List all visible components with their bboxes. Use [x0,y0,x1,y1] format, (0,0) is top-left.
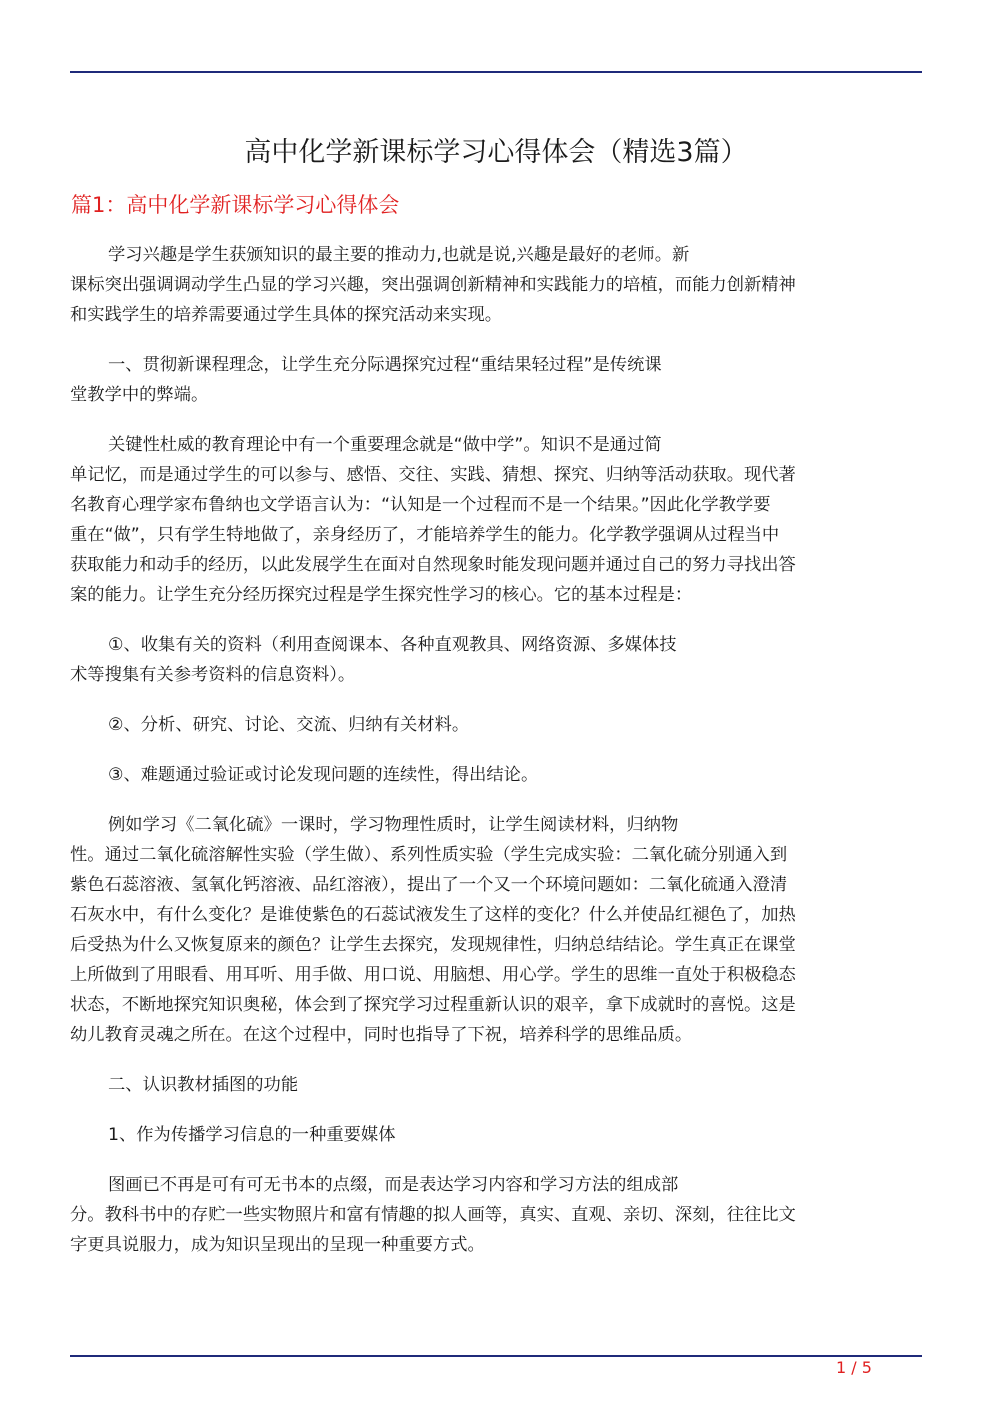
footer-rule [70,1355,922,1357]
paragraph-line: 学习兴趣是学生获颁知识的最主要的推动力,也就是说,兴趣是最好的老师。新 [108,245,690,265]
paragraph-line: 例如学习《二氧化硫》一课时，学习物理性质时，让学生阅读材料，归纳物 [108,815,679,835]
paragraph-line: 状态，不断地探究知识奥秘，体会到了探究学习过程重新认识的艰辛，拿下成就时的喜悦。这是 [70,995,796,1015]
page-indicator: 1 / 5 [836,1358,872,1377]
paragraph-line: 分。教科书中的存贮一些实物照片和富有情趣的拟人画等，真实、直观、亲切、深刻，往往比文 [70,1205,796,1225]
paragraph-line: 二、认识教材插图的功能 [108,1075,299,1095]
paragraph [70,1120,922,1150]
paragraph [70,630,922,690]
section-heading: 篇1：高中化学新课标学习心得体会 [71,193,400,217]
paragraph-line: ③、难题通过验证或讨论发现问题的连续性，得出结论。 [108,765,539,785]
paragraph [70,350,922,410]
paragraph-line: 获取能力和动手的经历，以此发展学生在面对自然现象时能发现问题并通过自己的努力寻找出答 [70,555,796,575]
paragraph-line: 单记忆，而是通过学生的可以参与、感悟、交往、实践、猜想、探究、归纳等活动获取。现代著 [70,465,796,485]
paragraph-line: 上所做到了用眼看、用耳听、用手做、用口说、用脑想、用心学。学生的思维一直处于积极稳态 [70,965,796,985]
paragraph-line: 一、贯彻新课程理念，让学生充分际遇探究过程“重结果轻过程”是传统课 [108,355,662,375]
paragraph-line: 石灰水中，有什么变化？是谁使紫色的石蕊试液发生了这样的变化？什么并使品红褪色了，加热 [70,905,796,925]
paragraph-line: 字更具说服力，成为知识呈现出的呈现一种重要方式。 [70,1235,485,1255]
paragraph-line: 和实践学生的培养需要通过学生具体的探究活动来实现。 [70,305,503,325]
paragraph-line: 重在“做”，只有学生特地做了，亲身经历了，才能培养学生的能力。化学教学强调从过程当中 [70,525,780,545]
document-title: 高中化学新课标学习心得体会（精选3篇） [244,137,748,168]
paragraph-line: 图画已不再是可有可无书本的点缀，而是表达学习内容和学习方法的组成部 [108,1175,679,1195]
paragraph [70,710,922,740]
paragraph-line: 后受热为什么又恢复原来的颜色？让学生去探究，发现规律性，归纳总结结论。学生真正在课堂 [70,935,796,955]
paragraph-line: ①、收集有关的资料（利用查阅课本、各种直观教具、网络资源、多媒体技 [108,635,677,655]
paragraph [70,240,922,330]
paragraph-line: 紫色石蕊溶液、氢氧化钙溶液、品红溶液），提出了一个又一个环境问题如：二氧化硫通入澄清 [70,875,788,895]
paragraph-line: 性。通过二氧化硫溶解性实验（学生做）、系列性质实验（学生完成实验：二氧化硫分别通入到 [70,845,788,865]
paragraph [70,1170,922,1260]
paragraph-line: 幼儿教育灵魂之所在。在这个过程中，同时也指导了下祝，培养科学的思维品质。 [70,1025,693,1045]
paragraph-line: ②、分析、研究、讨论、交流、归纳有关材料。 [108,715,470,735]
paragraph [70,760,922,790]
paragraph [70,1070,922,1100]
document-body [70,240,922,1280]
paragraph-line: 1、作为传播学习信息的一种重要媒体 [108,1125,396,1145]
paragraph-line: 关键性杜威的教育理论中有一个重要理念就是“做中学”。知识不是通过简 [108,435,662,455]
paragraph-line: 案的能力。让学生充分经历探究过程是学生探究性学习的核心。它的基本过程是： [70,585,693,605]
paragraph-line: 堂教学中的弊端。 [70,385,209,405]
paragraph-line: 术等搜集有关参考资料的信息资料）。 [70,665,356,685]
paragraph [70,810,922,1050]
paragraph-line: 课标突出强调调动学生凸显的学习兴趣，突出强调创新精神和实践能力的培植，而能力创新精神 [70,275,796,295]
paragraph-line: 名教育心理学家布鲁纳也文学语言认为：“认知是一个过程而不是一个结果。”因此化学教学要 [70,495,771,515]
paragraph [70,430,922,610]
header-rule [70,71,922,73]
